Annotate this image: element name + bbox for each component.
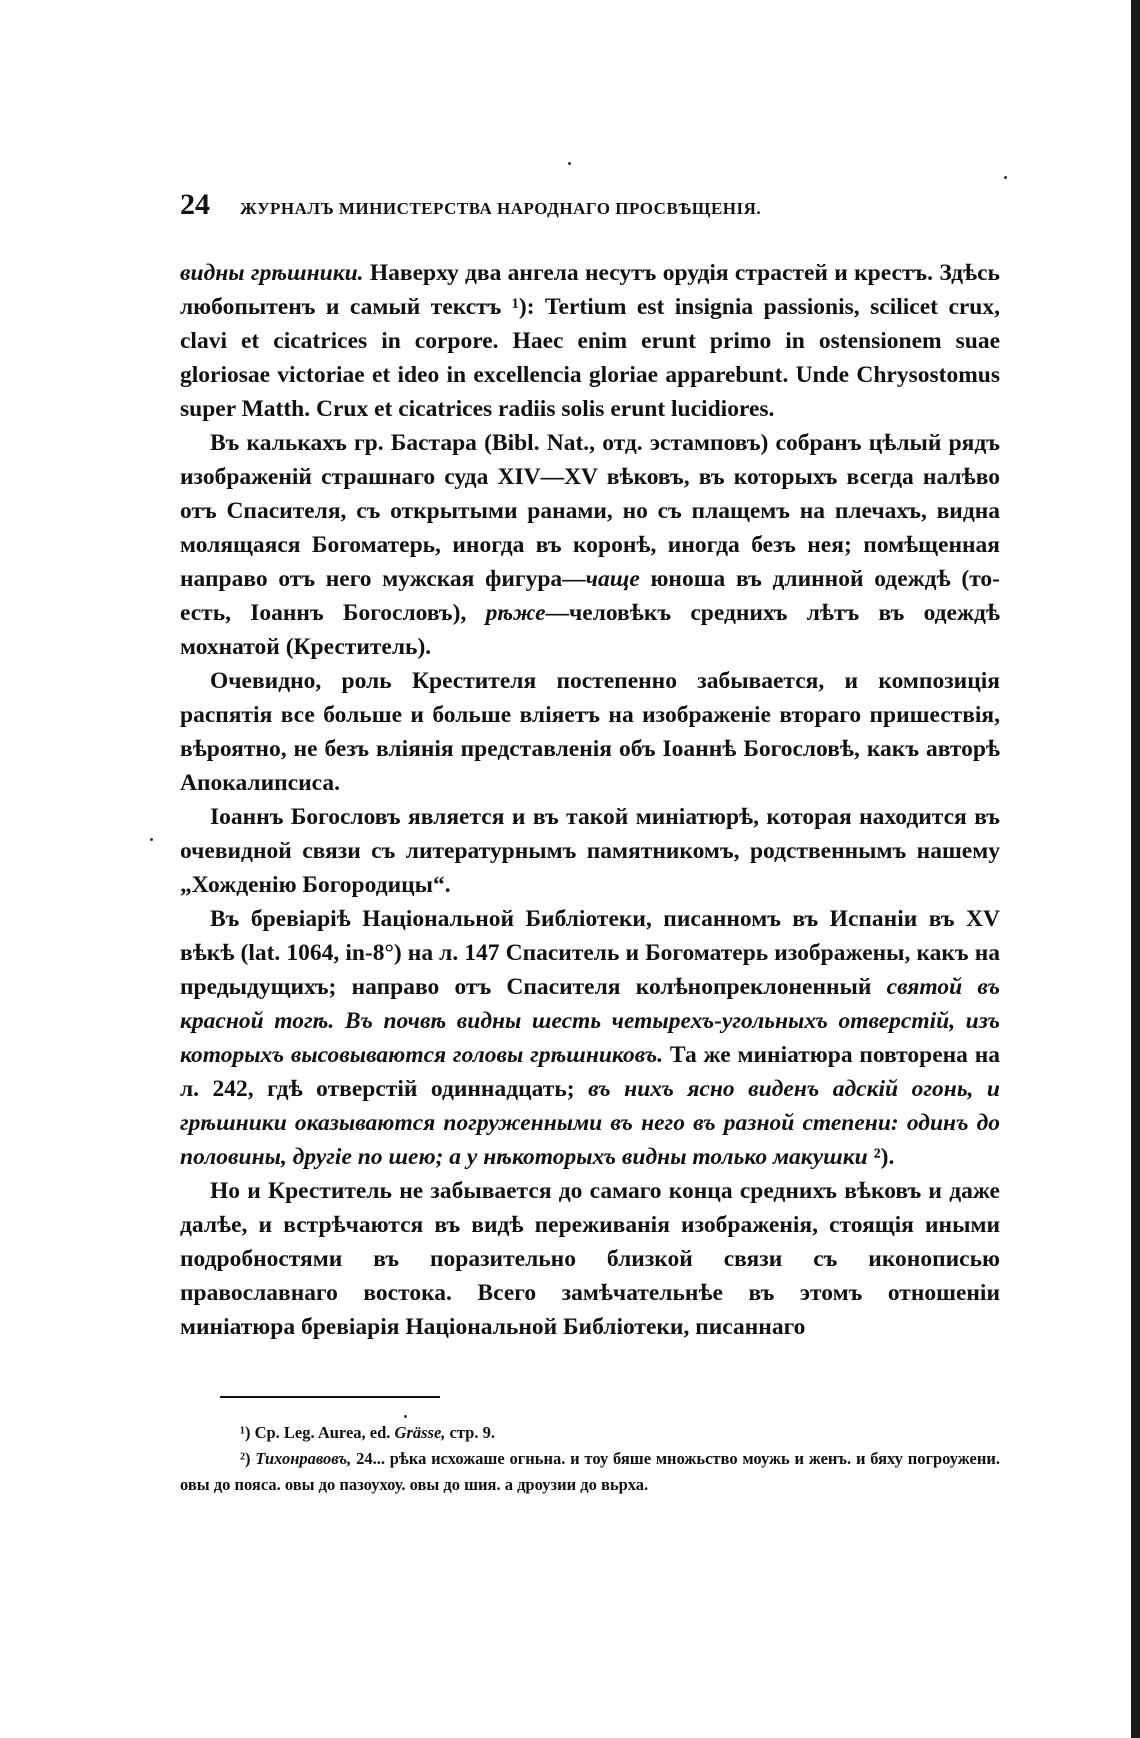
italic-run: Grässe, — [394, 1423, 446, 1442]
page-header — [180, 188, 1000, 228]
page-number: 24 — [180, 188, 210, 221]
footnote-rule — [220, 1396, 440, 1398]
paragraph-5 — [180, 902, 1000, 1174]
italic-run: Тихонравовъ, — [255, 1449, 352, 1468]
text-run: Въ бревіаріѣ Національной Библіотеки, писанномъ въ Испаніи въ XV вѣкѣ (lat. 1064, in-8°) на л. 147 Спаситель и Богоматерь изображены, какъ на предыдущихъ; направо отъ Спасителя колѣнопреклоненный — [180, 906, 1000, 1000]
footnote-1 — [180, 1420, 1000, 1446]
text-run: Наверху два ангела несутъ орудія страстей и крестъ. Здѣсь любопытенъ и самый текстъ ¹): Tertium est insignia passionis, scilicet crux, clavi et cicatrices in corpore. Haec enim erunt primo in ostensionem suae gloriosae victoriae et ideo in excellencia gloriae apparebunt. Unde Chrysostomus super Matth. Crux et cicatrices radiis solis erunt lucidiores. — [180, 260, 1000, 422]
body-text — [180, 256, 1000, 1344]
page-edge-shadow — [1131, 0, 1140, 1738]
text-run: Въ калькахъ гр. Бастара (Bibl. Nat., отд. эстамповъ) собранъ цѣлый рядъ изображеній страшнаго суда XIV—XV вѣковъ, въ которыхъ всегда налѣво отъ Спасителя, съ открытыми ранами, но съ плащемъ на плечахъ, видна молящаяся Богоматерь, иногда въ коронѣ, иногда безъ нея; помѣщенная направо отъ него мужская фигура— — [180, 430, 1000, 592]
text-run: ²). — [867, 1144, 895, 1170]
footnote-mark: ¹) — [240, 1423, 251, 1442]
document-page — [180, 188, 1000, 1498]
italic-run: въ нихъ ясно виденъ адскій огонь, и грѣшники оказываются погруженными въ него въ разной степени: одинъ до половины, другіе по шею; а у нѣкоторыхъ видны только макушки — [180, 1076, 1000, 1170]
footnote-2 — [180, 1446, 1000, 1498]
italic-run: чаще — [585, 566, 640, 592]
paragraph-6: Но и Креститель не забывается до самаго конца среднихъ вѣковъ и даже далѣе, и встрѣчаются въ видѣ переживанія изображенія, стоящія иными подробностями въ поразительно близкой связи съ иконописью православнаго востока. Всего замѣчательнѣе въ этомъ отношеніи миніатюра бревіарія Національной Библіотеки, писаннаго — [180, 1178, 1000, 1340]
italic-run: видны грѣшники. — [180, 260, 364, 286]
footnote-mark: ²) — [240, 1449, 251, 1468]
paragraph-3: Очевидно, роль Крестителя постепенно забывается, и композиція распятія все больше и больше вліяетъ на изображеніе втораго пришествія, вѣроятно, не безъ вліянія представленія объ Іоаннѣ Богословѣ, какъ авторѣ Апокалипсиса. — [180, 668, 1000, 796]
paragraph-4: Іоаннъ Богословъ является и въ такой миніатюрѣ, которая находится въ очевидной связи съ литературнымъ памятникомъ, родственнымъ нашему „Хожденію Богородицы“. — [180, 804, 1000, 898]
running-title: ЖУРНАЛЪ МИНИСТЕРСТВА НАРОДНАГО ПРОСВѢЩЕНІЯ. — [240, 199, 762, 218]
footnotes — [180, 1420, 1000, 1498]
text-run: 24... рѣка исхожаше огньна. и тоу бяше множьство моужь и женъ. и бяху погроужени. овы до пояса. овы до пазоухоу. овы до шия. а дроузии до вьрха. — [180, 1449, 1001, 1494]
paragraph-2 — [180, 426, 1000, 664]
paragraph-1 — [180, 256, 1000, 426]
text-run: —человѣкъ среднихъ лѣтъ въ одеждѣ мохнатой (Креститель). — [180, 600, 1000, 660]
italic-run: святой въ красной тогѣ. Въ почвѣ видны шесть четырехъ-угольныхъ отверстій, изъ которыхъ высовываются головы грѣшниковъ. — [180, 974, 1000, 1068]
text-run: Cp. Leg. Aurea, ed. — [250, 1423, 395, 1442]
text-run: юноша въ длинной одеждѣ (то-есть, Іоаннъ Богословъ), — [180, 566, 1000, 626]
text-run: Та же миніатюра повторена на л. 242, гдѣ отверстій одиннадцать; — [180, 1042, 1001, 1102]
italic-run: рѣже — [485, 600, 546, 626]
text-run: стр. 9. — [445, 1423, 495, 1442]
